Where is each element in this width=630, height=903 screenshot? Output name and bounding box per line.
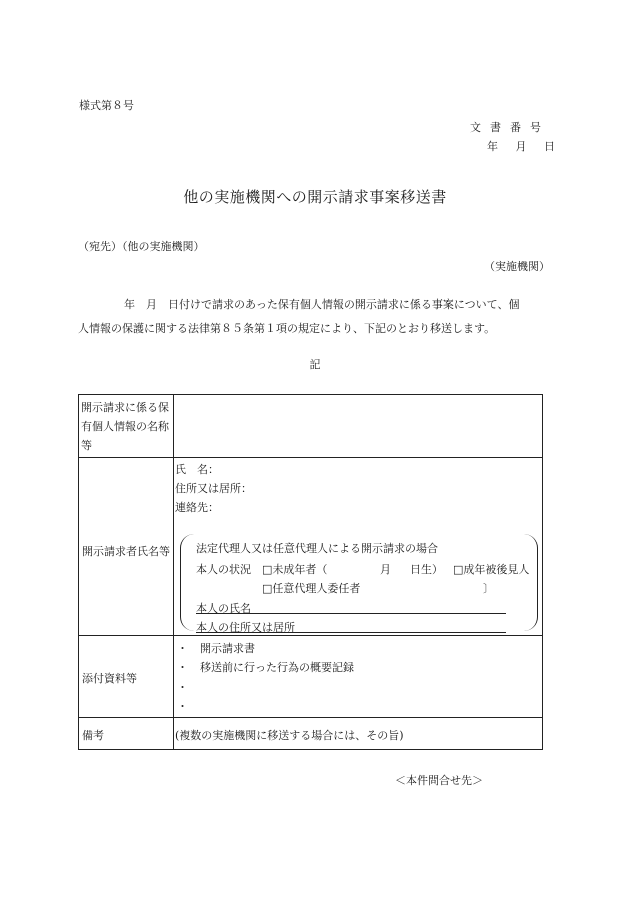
row-label-attachments: 添付資料等 (82, 672, 137, 685)
document-title: 他の実施機関への開示請求事案移送書 (183, 188, 447, 206)
close-bracket: 〕 (483, 582, 494, 595)
bullet: ・ (177, 700, 188, 713)
body-line-2: 人情報の保護に関する法律第８５条第１項の規定により、下記のとおり移送します。 (78, 322, 496, 335)
requester-name-field: 氏 名： (175, 463, 219, 476)
agent-heading: 法定代理人又は任意代理人による開示請求の場合 (196, 542, 438, 555)
contact-heading: ＜本件問合せ先＞ (395, 774, 483, 787)
bullet: ・ (177, 661, 188, 674)
person-name-underline (196, 613, 506, 614)
column-divider (173, 395, 174, 749)
requester-address-field: 住所又は居所： (175, 482, 252, 495)
sender: （実施機関） (484, 260, 550, 273)
bullet: ・ (177, 681, 188, 694)
row-label-requester: 開示請求者氏名等 (82, 545, 170, 558)
person-name-label: 本人の氏名 (196, 602, 251, 615)
row-label-remarks: 備考 (82, 729, 104, 742)
attachment-item-1: 開示請求書 (200, 642, 255, 655)
transfer-table (78, 394, 543, 750)
person-address-underline (196, 632, 506, 633)
voluntary-agent-checkbox-label: □任意代理人委任者 (262, 582, 361, 595)
attachment-item-2: 移送前に行った行為の概要記録 (200, 661, 354, 674)
remarks-text: (複数の実施機関に移送する場合には、その旨) (175, 729, 404, 742)
form-number: 様式第８号 (79, 99, 134, 112)
document-number-label: 文書番号 (470, 121, 550, 134)
date-label: 年 月 日 (487, 140, 557, 153)
addressee: （宛先）（他の実施機関） (78, 240, 205, 253)
ki-heading: 記 (309, 358, 321, 371)
row-divider (79, 457, 542, 458)
row-divider (79, 717, 542, 718)
row-label-record-name: 開示請求に係る保有個人情報の名称等 (81, 401, 169, 452)
requester-contact-field: 連絡先： (175, 501, 219, 514)
row-divider (79, 635, 542, 636)
status-label: 本人の状況 (196, 563, 251, 576)
body-line-1: 年 月 日付けで請求のあった保有個人情報の開示請求に係る事案について、個 (124, 298, 520, 311)
birth-month: 月 (380, 563, 391, 576)
bullet: ・ (177, 642, 188, 655)
person-address-label: 本人の住所又は居所 (196, 621, 295, 634)
adult-guardian-checkbox-label: □成年被後見人 (453, 563, 530, 576)
minor-checkbox-label: □未成年者（ (262, 563, 328, 576)
body-paragraph (78, 293, 550, 341)
birth-day: 日生） (410, 563, 443, 576)
